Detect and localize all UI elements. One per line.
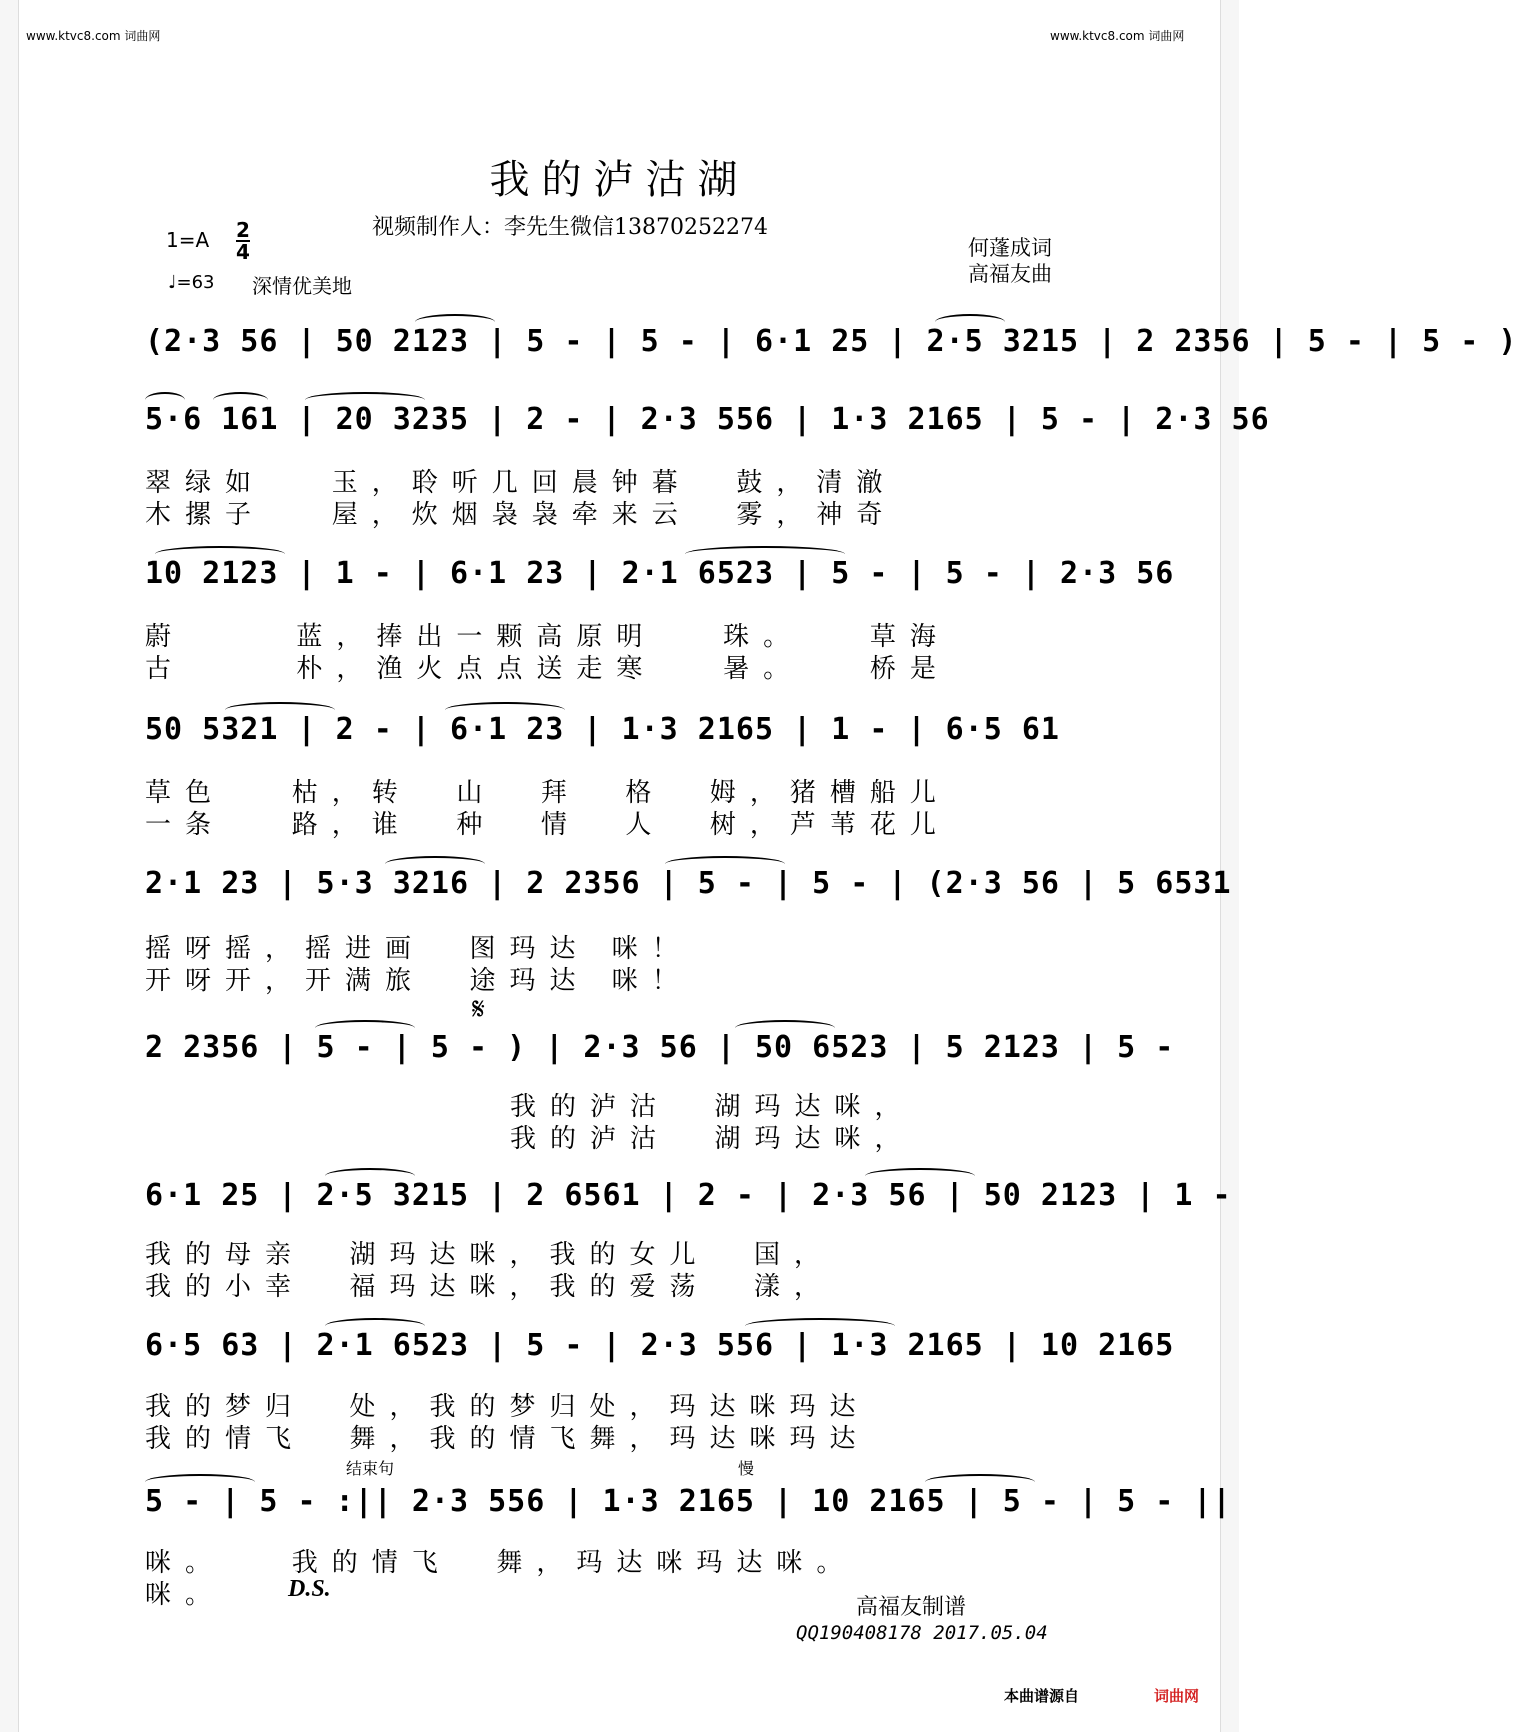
staff-row-4 [145, 698, 1095, 768]
staff-row-6 [145, 1016, 1175, 1086]
lyric-verse-1: 我的梦归 处，我的梦归处，玛达咪玛达 [145, 1392, 870, 1422]
staff-row-5 [145, 852, 1232, 922]
lyric-verse-2: 木摞子 屋，炊烟袅袅牵来云 雾，神奇 [145, 500, 897, 530]
site-watermark-right: www.ktvc8.com 词曲网 [1050, 29, 1185, 43]
lyric-verse-2: 古 朴，渔火点点送走寒 暑。 桥是 [145, 654, 950, 684]
staff-row-3 [145, 542, 1175, 612]
notes: 6·1 25 | 2·5 3215 | 2 6561 | 2 - | 2·3 56 | 50 2123 | 1 - [145, 1178, 1232, 1213]
time-numerator: 2 [236, 218, 250, 242]
song-title: 我的泸沽湖 [489, 157, 750, 203]
footer-site-link[interactable]: 词曲网 [1154, 1687, 1200, 1705]
site-watermark-left: www.ktvc8.com 词曲网 [26, 29, 161, 43]
staff-row-1 [145, 310, 1517, 380]
tempo-mark: ♩=63 [168, 272, 215, 293]
notes: 2 2356 | 5 - | 5 - ) | 2·3 56 | 50 6523 | 5 2123 | 5 - [145, 1030, 1175, 1065]
lyricist: 何蓬成词 [968, 236, 1052, 260]
transcriber: 高福友制谱 [856, 1595, 967, 1620]
left-border-strip [0, 0, 19, 1732]
staff-row-8 [145, 1314, 1175, 1384]
lyric-verse-2: 咪。 [145, 1580, 226, 1610]
lyric-verse-2: 一条 路，谁 种 情 人 树，芦苇花儿 [145, 810, 950, 840]
notes: 5·6 161 | 20 3235 | 2 - | 2·3 556 | 1·3 2165 | 5 - | 2·3 56 [145, 402, 1270, 437]
ending-label: 结束句 [346, 1459, 395, 1478]
time-denominator: 4 [236, 240, 250, 264]
contact-date: QQ190408178 2017.05.04 [796, 1622, 1048, 1644]
notes: 10 2123 | 1 - | 6·1 23 | 2·1 6523 | 5 - | 5 - | 2·3 56 [145, 556, 1175, 591]
notes: 2·1 23 | 5·3 3216 | 2 2356 | 5 - | 5 - | (2·3 56 | 5 6531 [145, 866, 1232, 901]
lyric-verse-1: 蔚 蓝，捧出一颗高原明 珠。 草海 [145, 622, 950, 652]
notes: 6·5 63 | 2·1 6523 | 5 - | 2·3 556 | 1·3 2165 | 10 2165 [145, 1328, 1175, 1363]
staff-row-7 [145, 1164, 1232, 1234]
subtitle: 视频制作人：李先生微信13870252274 [372, 215, 768, 240]
lyric-verse-2: 开呀开，开满旅 途玛达 咪！ [145, 966, 692, 996]
segno-sign: 𝄋 [472, 992, 485, 1027]
lyric-verse-1: 摇呀摇，摇进画 图玛达 咪！ [145, 934, 692, 964]
notes: (2·3 56 | 50 2123 | 5 - | 5 - | 6·1 25 | 2·5 3215 | 2 2356 | 5 - | 5 - ) [145, 324, 1517, 359]
lyric-verse-1: 咪。 我的情飞 舞，玛达咪玛达咪。 [145, 1548, 857, 1578]
expression-mark: 深情优美地 [252, 274, 352, 298]
notes: 50 5321 | 2 - | 6·1 23 | 1·3 2165 | 1 - | 6·5 61 [145, 712, 1060, 747]
lyric-verse-1: 草色 枯，转 山 拜 格 姆，猪槽船儿 [145, 778, 950, 808]
composer: 高福友曲 [968, 262, 1052, 286]
lyric-verse-1: 翠绿如 玉，聆听几回晨钟暮 鼓，清澈 [145, 468, 897, 498]
staff-row-9 [145, 1470, 1232, 1540]
lyric-verse-2: 我的情飞 舞，我的情飞舞，玛达咪玛达 [145, 1424, 870, 1454]
slow-label: 慢 [738, 1459, 755, 1478]
dal-segno-mark: D.S. [288, 1576, 331, 1602]
staff-row-2 [145, 388, 1270, 458]
time-signature [236, 220, 250, 262]
lyric-verse-1: 我的母亲 湖玛达咪，我的女儿 国， [145, 1240, 835, 1270]
footer-source-label: 本曲谱源自 [1004, 1687, 1080, 1705]
lyric-verse-1: 我的泸沽 湖玛达咪， [510, 1092, 915, 1122]
lyric-verse-2: 我的泸沽 湖玛达咪， [510, 1124, 915, 1154]
key-signature: 1=A [166, 228, 210, 252]
notes: 5 - | 5 - :|| 2·3 556 | 1·3 2165 | 10 2165 | 5 - | 5 - || [145, 1484, 1232, 1519]
lyric-verse-2: 我的小幸 福玛达咪，我的爱荡 漾， [145, 1272, 835, 1302]
